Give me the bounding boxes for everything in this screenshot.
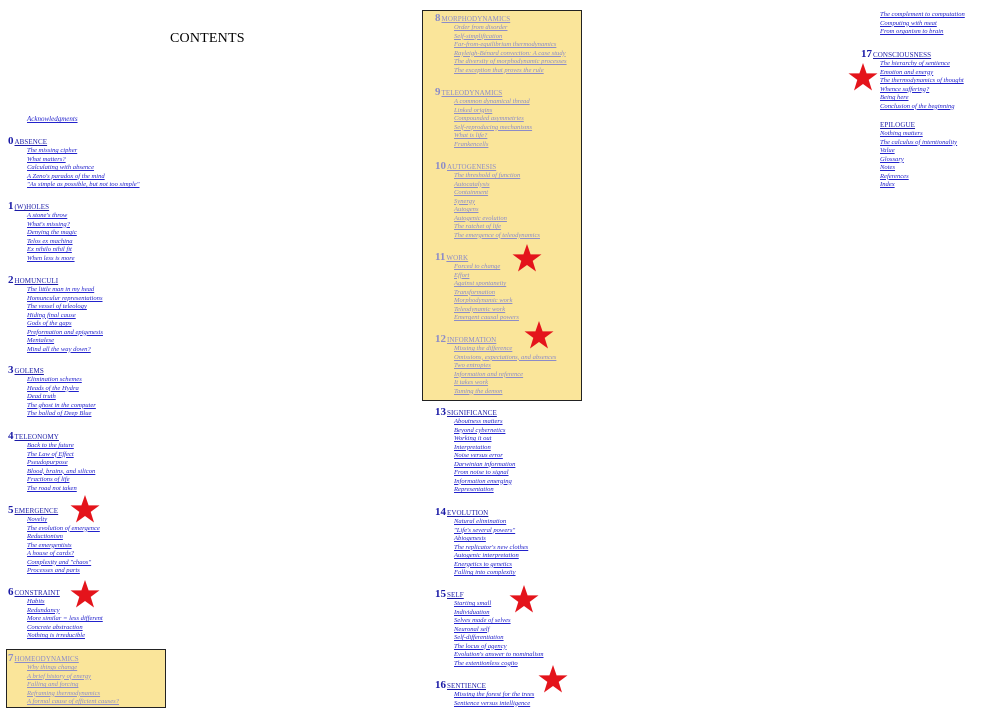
section-link[interactable]: The ghost in the computer: [27, 401, 96, 409]
section-link[interactable]: Value: [880, 147, 895, 154]
section-link[interactable]: Working it out: [454, 435, 492, 442]
chapter-number: 5: [8, 504, 14, 516]
section-link[interactable]: More similar = less different: [27, 615, 103, 622]
section-link[interactable]: Heads of the Hydra: [27, 384, 79, 392]
section-link[interactable]: Habits: [27, 598, 45, 605]
section-link[interactable]: Darwinian information: [454, 460, 516, 468]
section-link[interactable]: Containment: [454, 189, 489, 196]
glossary-link[interactable]: Glossary: [880, 155, 904, 163]
section-link[interactable]: Autogens: [454, 206, 479, 213]
section-link[interactable]: Autogenic evolution: [454, 214, 507, 222]
section-link[interactable]: Reframing thermodynamics: [27, 689, 101, 697]
section-link[interactable]: What matters?: [27, 155, 66, 163]
section-link[interactable]: It takes work: [454, 379, 489, 386]
section-link[interactable]: The hierarchy of sentience: [880, 60, 950, 67]
section-link[interactable]: Novelty: [27, 516, 48, 523]
chapter-0: [8, 136, 140, 190]
section-link[interactable]: Nothing is irreducible: [27, 632, 85, 639]
section-link[interactable]: Emergent causal powers: [454, 314, 519, 321]
section-link[interactable]: "Life's several powers": [454, 526, 516, 534]
chapter-number: 9: [435, 86, 441, 98]
section-link[interactable]: Nothing matters: [880, 130, 923, 137]
section-link[interactable]: When less is more: [27, 254, 75, 262]
chapter-13: [435, 407, 515, 495]
section-link[interactable]: Synergy: [454, 197, 475, 205]
chapter-number: 1: [8, 200, 14, 212]
chapter-9: [435, 87, 532, 149]
section-link[interactable]: Elimination schemes: [27, 376, 82, 383]
section-link[interactable]: The evolution of emergence: [27, 524, 100, 532]
acknowledgments-link[interactable]: Acknowledgments: [27, 115, 78, 123]
section-link[interactable]: Autocatalysis: [454, 180, 490, 188]
section-link[interactable]: Hiding final cause: [27, 311, 76, 319]
section-link[interactable]: Forced to change: [454, 263, 501, 270]
epilogue: [880, 120, 957, 190]
section-link[interactable]: Falling into complexity: [454, 569, 516, 576]
section-link[interactable]: Two entropies: [454, 362, 491, 369]
section-link[interactable]: Reductionism: [27, 533, 63, 540]
section-link[interactable]: Missing the difference: [454, 345, 513, 352]
section-link[interactable]: The thermodynamics of thought: [880, 77, 964, 84]
chapter-11: [435, 252, 519, 323]
section-link[interactable]: "As simple as possible, but not too simple": [27, 181, 140, 188]
chapter-title-link[interactable]: INFORMATION: [447, 336, 497, 344]
star-marker-icon: [537, 664, 569, 696]
chapter-title-link[interactable]: WORK: [446, 254, 469, 262]
section-link[interactable]: A formal cause of efficient causes?: [27, 698, 119, 705]
section-link[interactable]: Self-simplification: [454, 32, 503, 40]
section-link[interactable]: The locus of agency: [454, 642, 507, 650]
section-link[interactable]: Falling and forcing: [27, 681, 79, 688]
chapter-1: [8, 201, 77, 263]
chapter-title-link[interactable]: CONSTRAINT: [14, 589, 60, 597]
section-link[interactable]: Noise versus error: [454, 452, 503, 459]
star-marker-icon: [69, 494, 101, 526]
section-link[interactable]: A brief history of energy: [27, 672, 92, 680]
chapter-number: 11: [435, 251, 446, 263]
section-link[interactable]: Information emerging: [454, 477, 512, 485]
section-link[interactable]: Abiogenesis: [454, 535, 486, 542]
chapter-title-link[interactable]: CONSCIOUSNESS: [873, 51, 932, 59]
section-link[interactable]: Neuronal self: [454, 625, 490, 633]
section-link[interactable]: Missing the forest for the trees: [454, 691, 535, 698]
chapter-number: 4: [8, 430, 14, 442]
chapter-number: 10: [435, 160, 446, 172]
section-link[interactable]: Evolution's answer to nominalism: [454, 651, 544, 658]
chapter-number: 14: [435, 506, 446, 518]
chapter-number: 8: [435, 12, 441, 24]
section-link[interactable]: The road not taken: [27, 484, 77, 492]
section-link[interactable]: Dead truth: [27, 393, 56, 400]
chapter-title-link[interactable]: EMERGENCE: [14, 507, 59, 515]
section-link[interactable]: The diversity of morphodynamic processes: [454, 58, 567, 65]
chapter-title-link[interactable]: TELEODYNAMICS: [441, 89, 503, 97]
section-link[interactable]: Morphodynamic work: [454, 297, 513, 304]
epilogue-link[interactable]: EPILOGUE: [880, 121, 916, 129]
section-link[interactable]: Far-from-equilibrium thermodynamics: [454, 41, 557, 48]
section-link[interactable]: Mind all the way down?: [27, 345, 91, 353]
section-link[interactable]: Order from disorder: [454, 24, 508, 31]
section-link[interactable]: Selves made of selves: [454, 617, 511, 624]
chapter-16: [435, 680, 534, 708]
continued-sections: [880, 11, 965, 37]
section-link[interactable]: Being here: [880, 94, 909, 101]
section-link[interactable]: The replicator's new clothes: [454, 543, 529, 551]
section-link[interactable]: The exception that proves the rule: [454, 66, 544, 74]
section-link[interactable]: The missing cipher: [27, 147, 78, 154]
chapter-7: [8, 653, 119, 707]
section-link[interactable]: Beyond cybernetics: [454, 426, 506, 434]
section-link[interactable]: Against spontaneity: [454, 280, 507, 287]
chapter-number: 13: [435, 406, 446, 418]
section-link[interactable]: Linked origins: [454, 106, 493, 114]
section-link[interactable]: Individuation: [454, 608, 490, 616]
section-link[interactable]: The extentionless cogito: [454, 659, 518, 667]
section-link[interactable]: Whence suffering?: [880, 85, 930, 93]
section-link[interactable]: Autogenic interpretation: [454, 552, 519, 559]
section-link[interactable]: Rayleigh-Bénard convection: A case study: [454, 49, 566, 57]
section-link[interactable]: From noise to signal: [454, 469, 509, 476]
chapter-title-link[interactable]: ABSENCE: [14, 138, 48, 146]
section-link[interactable]: Energetics to genetics: [454, 560, 512, 568]
section-link[interactable]: Concrete abstraction: [27, 623, 83, 631]
star-marker-icon: [508, 584, 540, 616]
references-link[interactable]: References: [880, 172, 909, 180]
chapter-number: 7: [8, 652, 14, 664]
page-title: CONTENTS: [170, 31, 245, 46]
chapter-8: [435, 13, 567, 75]
section-link[interactable]: Starting small: [454, 600, 492, 607]
section-link[interactable]: Representation: [454, 486, 494, 493]
star-marker-icon: [511, 243, 543, 275]
section-link[interactable]: Fractions of life: [27, 476, 70, 483]
chapter-number: 2: [8, 274, 14, 286]
section-link[interactable]: What is life?: [454, 132, 488, 139]
section-link[interactable]: Gods of the gaps: [27, 320, 72, 327]
section-link[interactable]: The threshold of function: [454, 172, 521, 179]
section-link[interactable]: The emergentists: [27, 541, 72, 549]
section-link[interactable]: Pseudopurpose: [27, 459, 68, 466]
chapter-number: 15: [435, 588, 446, 600]
section-link[interactable]: Self-differentiation: [454, 634, 504, 641]
chapter-4: [8, 431, 95, 493]
chapter-number: 6: [8, 586, 14, 598]
chapter-title-link[interactable]: AUTOGENESIS: [447, 163, 497, 171]
section-link[interactable]: Homunculur representations: [27, 294, 103, 302]
star-marker-icon: [523, 320, 555, 352]
section-link[interactable]: What's missing?: [27, 220, 70, 228]
section-link[interactable]: Complexity and "chaos": [27, 558, 92, 566]
section-link[interactable]: Telos ex machina: [27, 237, 73, 245]
section-link[interactable]: A house of cards?: [27, 550, 75, 557]
chapter-2: [8, 275, 103, 354]
chapter-title-link[interactable]: GOLEMS: [14, 367, 44, 375]
section-link[interactable]: Sentience versus intelligence: [454, 699, 531, 707]
section-link[interactable]: The little man in my head: [27, 286, 95, 293]
section-link[interactable]: Frankencells: [454, 140, 489, 148]
section-link[interactable]: Taming the demon: [454, 387, 503, 395]
section-link[interactable]: The vessel of teleology: [27, 303, 87, 310]
section-link[interactable]: The calculus of intentionality: [880, 138, 958, 146]
section-link[interactable]: Calculating with absence: [27, 164, 95, 171]
chapter-title-link[interactable]: SELF: [447, 591, 464, 599]
section-link[interactable]: The ratchet of life: [454, 223, 502, 230]
chapter-number: 12: [435, 333, 446, 345]
section-link[interactable]: Emotion and energy: [880, 68, 934, 76]
section-link[interactable]: Natural elimination: [454, 518, 507, 525]
chapter-title-link[interactable]: SENTIENCE: [447, 682, 487, 690]
chapter-number: 3: [8, 364, 14, 376]
index-link[interactable]: Index: [880, 181, 895, 188]
section-link[interactable]: Computing with meat: [880, 19, 937, 27]
chapter-3: [8, 365, 96, 419]
chapter-14: [435, 507, 528, 578]
section-link[interactable]: Redundancy: [27, 606, 60, 614]
chapter-title-link[interactable]: EVOLUTION: [447, 509, 489, 517]
section-link[interactable]: Mentalese: [27, 337, 55, 344]
section-link[interactable]: From organism to brain: [880, 28, 944, 35]
section-link[interactable]: Aboutness matters: [454, 418, 503, 425]
section-link[interactable]: Omissions, expectations, and absences: [454, 353, 557, 361]
section-link[interactable]: The complement to computation: [880, 11, 965, 18]
section-link[interactable]: Compounded asymmetries: [454, 115, 524, 122]
section-link[interactable]: Transformation: [454, 288, 496, 296]
chapter-title-link[interactable]: (W)HOLES: [14, 203, 50, 211]
section-link[interactable]: Denying the magic: [27, 229, 77, 236]
star-marker-icon: [69, 579, 101, 611]
section-link[interactable]: Self-reproducing mechanisms: [454, 123, 533, 131]
section-link[interactable]: A common dynamical thread: [454, 98, 530, 105]
section-link[interactable]: Blood, brains, and silicon: [27, 467, 96, 475]
chapter-number: 16: [435, 679, 446, 691]
section-link[interactable]: A stone's throw: [27, 212, 68, 219]
section-link[interactable]: Interpretation: [454, 443, 491, 451]
chapter-title-link[interactable]: HOMUNCULI: [14, 277, 59, 285]
section-link[interactable]: Why things change: [27, 664, 78, 671]
section-link[interactable]: Effort: [454, 271, 470, 279]
chapter-number: 17: [861, 48, 872, 60]
chapter-number: 0: [8, 135, 14, 147]
section-link[interactable]: The ballad of Deep Blue: [27, 410, 92, 417]
notes-link[interactable]: Notes: [880, 164, 896, 171]
chapter-10: [435, 161, 540, 240]
chapter-title-link[interactable]: MORPHODYNAMICS: [441, 15, 511, 23]
section-link[interactable]: Ex nihilo nihil fit: [27, 246, 72, 253]
section-link[interactable]: A Zeno's paradox of the mind: [27, 172, 105, 180]
star-marker-icon: [847, 62, 879, 94]
section-link[interactable]: Processes and parts: [27, 567, 80, 574]
section-link[interactable]: Information and reference: [454, 370, 524, 378]
section-link[interactable]: Conclusion of the beginning: [880, 102, 955, 110]
section-link[interactable]: Teleodynamic work: [454, 305, 506, 313]
chapter-title-link[interactable]: SIGNIFICANCE: [447, 409, 497, 417]
chapter-title-link[interactable]: HOMEODYNAMICS: [14, 655, 79, 663]
chapter-title-link[interactable]: TELEONOMY: [14, 433, 59, 441]
section-link[interactable]: Preformation and epigenesis: [27, 328, 103, 336]
section-link[interactable]: Back to the future: [27, 442, 74, 449]
section-link[interactable]: The Law of Effect: [27, 450, 74, 458]
section-link[interactable]: The emergence of teleodynamics: [454, 231, 540, 239]
